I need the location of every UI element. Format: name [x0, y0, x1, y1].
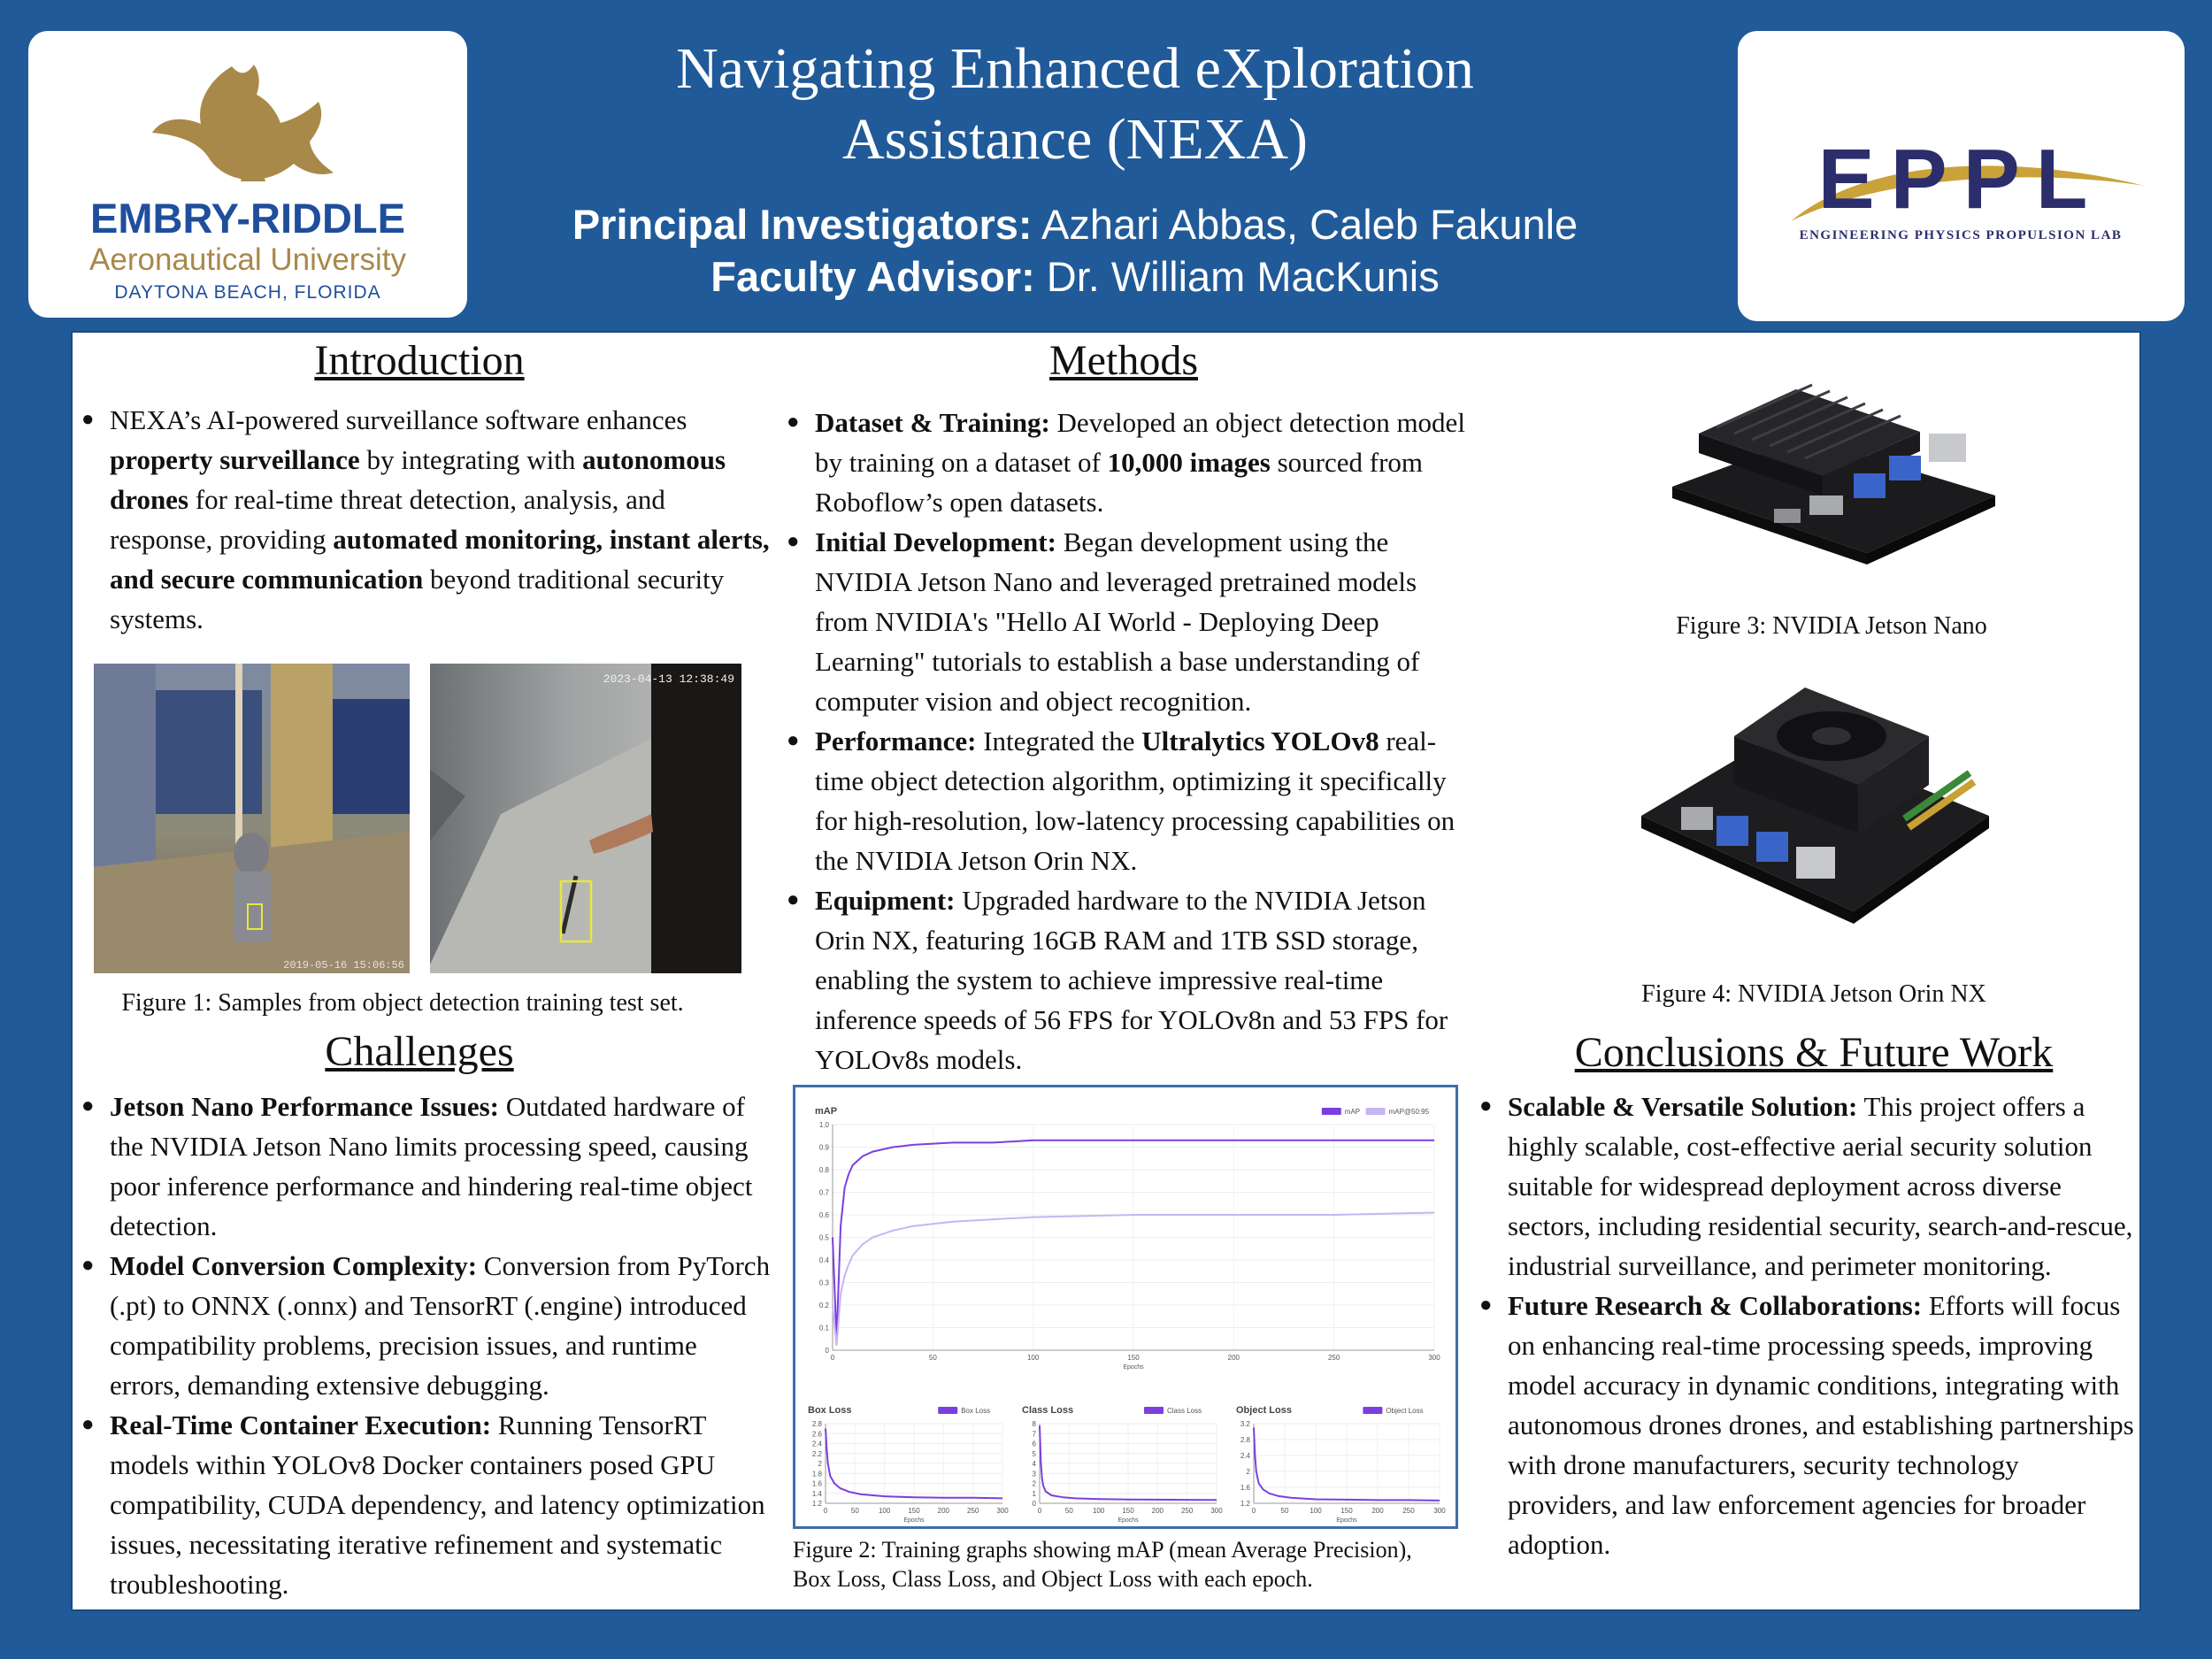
poster-title	[495, 34, 1655, 175]
x-axis-label: Epochs	[1118, 1517, 1139, 1524]
x-tick-label: 300	[1428, 1354, 1440, 1362]
legend-label: mAP	[1344, 1108, 1361, 1116]
x-tick-label: 0	[830, 1354, 835, 1362]
pi-label: Principal Investigators:	[572, 201, 1033, 248]
y-tick-label: 0	[825, 1347, 829, 1355]
advisor-name: Dr. William MacKunis	[1034, 253, 1440, 300]
y-tick-label: 0.1	[818, 1324, 829, 1333]
y-tick-label: 0.3	[818, 1279, 829, 1287]
methods-list	[787, 403, 1468, 1079]
erau-subtitle: Aeronautical University	[89, 242, 406, 277]
y-tick-label: 0.6	[818, 1211, 829, 1219]
x-tick-label: 200	[1371, 1507, 1384, 1515]
conclusion-item: ● Future Research & Collaborations: Efforts will focus on enhancing real-time processing speeds, improving model accuracy in dynamic conditions, integrating with autonomous drones drones, and establishing partnerships with drone manufacturers, security technology providers, and law enforcement agencies for broader adoption.	[1479, 1286, 2134, 1564]
figure-4-caption: Figure 4: NVIDIA Jetson Orin NX	[1641, 980, 1986, 1008]
x-tick-label: 300	[1433, 1507, 1446, 1515]
y-tick-label: 6	[1032, 1440, 1036, 1448]
challenge-item: ● Model Conversion Complexity: Conversion from PyTorch (.pt) to ONNX (.onnx) and TensorRT (.engine) introduced compatibility problems, precision issues, and runtime errors, demanding extensive debugging.	[81, 1246, 772, 1405]
dc-jack	[1681, 807, 1713, 830]
legend-label: Box Loss	[961, 1407, 991, 1415]
bulletin-board	[333, 699, 410, 814]
legend-label: mAP@50:95	[1388, 1108, 1430, 1116]
x-tick-label: 50	[850, 1507, 859, 1515]
y-tick-label: 1.6	[811, 1479, 822, 1488]
person-head	[234, 833, 269, 875]
person-body	[234, 872, 271, 942]
jetson-nano-image	[1663, 354, 2000, 566]
x-tick-label: 250	[966, 1507, 979, 1515]
x-tick-label: 0	[1251, 1507, 1256, 1515]
hdmi-port	[1809, 495, 1843, 515]
erau-name: EMBRY-RIDDLE	[90, 195, 405, 242]
erau-logo-card	[28, 31, 467, 318]
legend-label: Object Loss	[1386, 1407, 1424, 1415]
y-tick-label: 0	[1032, 1500, 1036, 1508]
method-item: ● Initial Development: Began development using the NVIDIA Jetson Nano and leveraged pretrained models from NVIDIA's "Hello AI World - Deploying Deep Learning" tutorials to establish a base understanding of computer vision and object recognition.	[787, 522, 1468, 721]
x-tick-label: 150	[1340, 1507, 1353, 1515]
principal-investigators	[495, 199, 1655, 250]
y-tick-label: 0.8	[818, 1166, 829, 1174]
y-tick-label: 1	[1032, 1489, 1036, 1498]
x-tick-label: 100	[878, 1507, 891, 1515]
x-tick-label: 250	[1327, 1354, 1340, 1362]
x-tick-label: 150	[1122, 1507, 1134, 1515]
y-tick-label: 2.2	[811, 1449, 822, 1458]
legend-swatch	[1363, 1407, 1382, 1414]
methods-heading: Methods	[1049, 337, 1198, 384]
eppl-subtitle: ENGINEERING PHYSICS PROPULSION LAB	[1799, 228, 2123, 242]
figure-2-caption: Figure 2: Training graphs showing mAP (mean Average Precision), Box Loss, Class Loss, and Object Loss with each epoch.	[793, 1537, 1412, 1592]
erau-logo	[28, 31, 467, 318]
y-tick-label: 2.8	[811, 1420, 822, 1428]
introduction-list	[81, 400, 772, 639]
photo-1-timestamp: 2019-05-16 15:06:56	[283, 959, 404, 972]
x-tick-label: 100	[1092, 1507, 1105, 1515]
introduction-paragraph: ● NEXA’s AI-powered surveillance software enhances property surveillance by integrating with autonomous drones for real-time threat detection, analysis, and response, providing automated monitoring, instant alerts, and secure communication beyond traditional security systems.	[81, 400, 772, 639]
y-tick-label: 1.4	[811, 1489, 822, 1498]
introduction-heading: Introduction	[314, 337, 525, 384]
jetson-orin-nx-image	[1637, 683, 1991, 940]
eppl-logo	[1738, 31, 2185, 321]
x-tick-label: 150	[908, 1507, 920, 1515]
ethernet-port	[1796, 847, 1835, 879]
challenge-item: ● Real-Time Container Execution: Running TensorRT models within YOLOv8 Docker containers posed GPU compatibility, CUDA dependency, and latency optimization issues, necessitating iterative refinement and systematic troubleshooting.	[81, 1405, 772, 1604]
erau-location: DAYTONA BEACH, FLORIDA	[114, 282, 381, 303]
chart-title: Class Loss	[1022, 1405, 1074, 1416]
x-axis-label: Epochs	[903, 1517, 925, 1524]
advisor-label: Faculty Advisor:	[710, 253, 1035, 300]
eppl-logo-card	[1738, 31, 2185, 321]
window	[156, 690, 262, 814]
x-tick-label: 250	[1402, 1507, 1415, 1515]
faculty-advisor	[495, 251, 1655, 303]
y-tick-label: 2.6	[811, 1430, 822, 1439]
training-graphs-svg	[795, 1087, 1455, 1526]
x-tick-label: 150	[1127, 1354, 1140, 1362]
y-tick-label: 0.9	[818, 1143, 829, 1152]
conclusions-list	[1479, 1087, 2134, 1564]
x-tick-label: 200	[937, 1507, 950, 1515]
training-sample-photo-2	[430, 664, 741, 973]
y-tick-label: 2.8	[1240, 1436, 1250, 1444]
y-tick-label: 2.4	[811, 1440, 822, 1448]
usb-port	[1756, 832, 1788, 862]
usb-port	[1889, 456, 1921, 480]
legend-swatch	[938, 1407, 957, 1414]
method-item: ● Dataset & Training: Developed an object detection model by training on a dataset of 10,000 images sourced from Roboflow’s open datasets.	[787, 403, 1468, 522]
title-line-1: Navigating Enhanced eXploration	[676, 36, 1474, 101]
challenges-heading: Challenges	[325, 1028, 514, 1075]
title-line-2: Assistance (NEXA)	[841, 107, 1309, 172]
legend-swatch	[1322, 1108, 1341, 1115]
x-tick-label: 50	[928, 1354, 937, 1362]
eppl-mark: EPPL	[1817, 132, 2104, 227]
y-tick-label: 2	[1246, 1468, 1250, 1476]
x-tick-label: 100	[1026, 1354, 1040, 1362]
y-tick-label: 8	[1032, 1420, 1036, 1428]
y-tick-label: 7	[1032, 1430, 1036, 1439]
method-item: ● Equipment: Upgraded hardware to the NVIDIA Jetson Orin NX, featuring 16GB RAM and 1TB SSD storage, enabling the system to achieve impressive real-time inference speeds of 56 FPS for YOLOv8n and 53 FPS for YOLOv8s models.	[787, 880, 1468, 1079]
y-tick-label: 1.6	[1240, 1484, 1250, 1492]
training-graphs	[793, 1085, 1458, 1529]
training-sample-photo-1	[94, 664, 410, 973]
challenge-item: ● Jetson Nano Performance Issues: Outdated hardware of the NVIDIA Jetson Nano limits processing speed, causing poor inference performance and hindering real-time object detection.	[81, 1087, 772, 1246]
y-tick-label: 3.2	[1240, 1420, 1250, 1428]
y-tick-label: 1.2	[811, 1500, 822, 1508]
y-tick-label: 3	[1032, 1470, 1036, 1479]
eagle-icon	[152, 65, 334, 181]
x-tick-label: 200	[1151, 1507, 1164, 1515]
ethernet-port	[1929, 434, 1966, 462]
y-tick-label: 5	[1032, 1449, 1036, 1458]
y-tick-label: 0.2	[818, 1302, 829, 1310]
x-tick-label: 0	[823, 1507, 828, 1515]
y-tick-label: 4	[1032, 1460, 1036, 1468]
legend-label: Class Loss	[1167, 1407, 1202, 1415]
y-tick-label: 0.5	[818, 1233, 829, 1242]
legend-swatch	[1366, 1108, 1386, 1115]
x-tick-label: 300	[996, 1507, 1009, 1515]
x-axis-label: Epochs	[1123, 1364, 1144, 1371]
photo-2-timestamp: 2023-04-13 12:38:49	[603, 672, 734, 686]
x-tick-label: 100	[1310, 1507, 1322, 1515]
x-tick-label: 50	[1280, 1507, 1289, 1515]
usb-port	[1717, 816, 1748, 846]
pi-names: Azhari Abbas, Caleb Fakunle	[1032, 201, 1578, 248]
y-tick-label: 1.2	[1240, 1500, 1250, 1508]
y-tick-label: 1.0	[818, 1121, 829, 1129]
x-tick-label: 250	[1180, 1507, 1194, 1515]
y-tick-label: 0.4	[818, 1256, 829, 1264]
conclusion-item: ● Scalable & Versatile Solution: This project offers a highly scalable, cost-effective aerial security solution suitable for widespread deployment across diverse sectors, including residential security, search-and-rescue, industrial surveillance, and perimeter monitoring.	[1479, 1087, 2134, 1286]
conclusions-heading: Conclusions & Future Work	[1574, 1029, 2054, 1076]
y-tick-label: 1.8	[811, 1470, 822, 1479]
method-item: ● Performance: Integrated the Ultralytics YOLOv8 real-time object detection algorithm, optimizing it specifically for high-resolution, low-latency processing capabilities on the NVIDIA Jetson Orin NX.	[787, 721, 1468, 880]
x-tick-label: 200	[1227, 1354, 1240, 1362]
x-tick-label: 0	[1037, 1507, 1042, 1515]
person-dark-clothing	[651, 664, 741, 973]
legend-swatch	[1144, 1407, 1164, 1414]
y-tick-label: 0.7	[818, 1188, 829, 1197]
chart-title: mAP	[815, 1106, 838, 1117]
x-tick-label: 300	[1210, 1507, 1223, 1515]
usb-port	[1854, 473, 1886, 498]
chart-title: Box Loss	[808, 1405, 852, 1416]
y-tick-label: 2.4	[1240, 1452, 1250, 1460]
y-tick-label: 2	[818, 1460, 822, 1468]
x-axis-label: Epochs	[1336, 1517, 1357, 1524]
x-tick-label: 50	[1064, 1507, 1073, 1515]
challenges-list	[81, 1087, 772, 1604]
figure-3-caption: Figure 3: NVIDIA Jetson Nano	[1676, 612, 1987, 640]
chart-title: Object Loss	[1236, 1405, 1292, 1416]
figure-1-caption: Figure 1: Samples from object detection training test set.	[121, 989, 684, 1017]
y-tick-label: 2	[1032, 1479, 1036, 1488]
